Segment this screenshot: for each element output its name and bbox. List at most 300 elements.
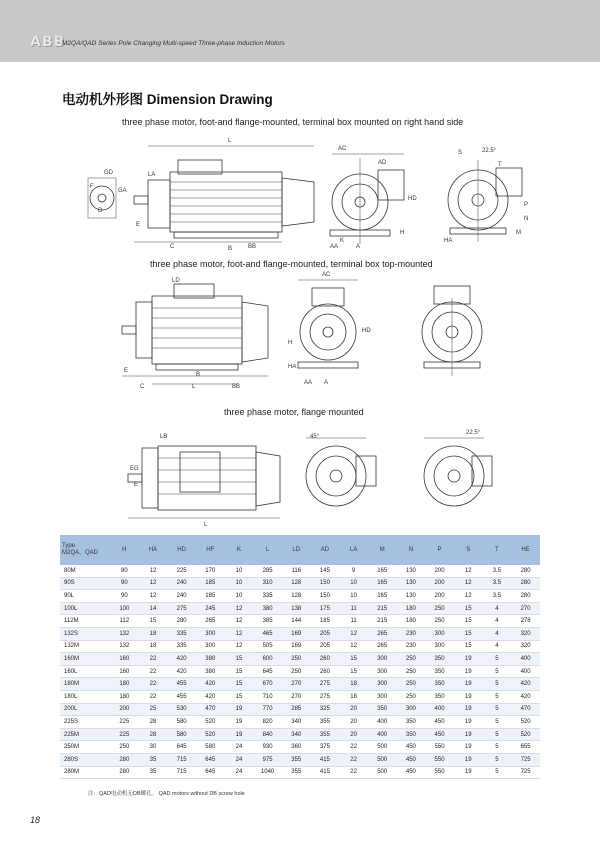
value-cell: 350 [397, 728, 426, 741]
value-cell: 400 [511, 665, 540, 678]
value-cell: 18 [339, 678, 368, 691]
value-cell: 130 [397, 590, 426, 603]
dimension-label: HA [288, 364, 297, 370]
dimension-label: LB [160, 434, 168, 440]
value-cell: 5 [483, 678, 512, 691]
header-bar [0, 0, 600, 62]
value-cell: 19 [454, 741, 483, 754]
value-cell: 15 [225, 653, 254, 666]
value-cell: 165 [368, 565, 397, 577]
abb-logo: ABB [30, 34, 66, 50]
value-cell: 300 [425, 640, 454, 653]
value-cell: 19 [454, 716, 483, 729]
value-cell: 450 [397, 753, 426, 766]
value-cell: 520 [196, 716, 225, 729]
dimension-label: E [136, 222, 141, 228]
value-cell: 165 [368, 577, 397, 590]
value-cell: 205 [311, 640, 340, 653]
value-cell: 28 [139, 728, 168, 741]
value-cell: 150 [311, 590, 340, 603]
value-cell: 240 [167, 590, 196, 603]
dimension-label: P [524, 202, 529, 208]
value-cell: 645 [167, 741, 196, 754]
type-cell: 112M [60, 615, 110, 628]
value-cell: 250 [282, 653, 311, 666]
value-cell: 20 [339, 728, 368, 741]
value-cell: 280 [167, 615, 196, 628]
value-cell: 278 [511, 615, 540, 628]
value-cell: 320 [511, 640, 540, 653]
value-cell: 455 [167, 690, 196, 703]
dimension-label: BB [232, 384, 241, 390]
dimension-label: AC [322, 272, 331, 278]
value-cell: 400 [511, 653, 540, 666]
value-cell: 12 [454, 565, 483, 577]
value-cell: 19 [454, 703, 483, 716]
value-cell: 19 [454, 665, 483, 678]
value-cell: 10 [225, 565, 254, 577]
value-cell: 3.5 [483, 565, 512, 577]
value-cell: 9 [339, 565, 368, 577]
dimension-label: HD [362, 328, 371, 334]
value-cell: 340 [282, 716, 311, 729]
value-cell: 35 [139, 766, 168, 779]
value-cell: 275 [311, 690, 340, 703]
dimension-label: A [356, 244, 361, 250]
value-cell: 5 [483, 741, 512, 754]
value-cell: 19 [225, 703, 254, 716]
flange-view [424, 438, 492, 506]
dimension-label: N [524, 216, 529, 222]
value-cell: 300 [196, 627, 225, 640]
value-cell: 90 [110, 590, 139, 603]
value-cell: 300 [368, 678, 397, 691]
value-cell: 450 [397, 766, 426, 779]
table-row [60, 627, 540, 640]
side-elevation [128, 446, 280, 518]
value-cell: 12 [225, 640, 254, 653]
value-cell: 12 [225, 602, 254, 615]
column-header: S [454, 535, 483, 565]
value-cell: 15 [454, 627, 483, 640]
value-cell: 355 [282, 766, 311, 779]
value-cell: 138 [282, 602, 311, 615]
caption-foot-flange-top: three phase motor, foot-and flange-mounted, terminal box top-mounted [150, 259, 433, 269]
value-cell: 250 [282, 665, 311, 678]
footnote: 注：QAD电动机无DB螺孔。 QAD motors without DB screw hole [88, 791, 245, 797]
value-cell: 185 [311, 615, 340, 628]
dimension-label: H [400, 230, 405, 236]
value-cell: 1040 [253, 766, 282, 779]
value-cell: 380 [196, 653, 225, 666]
value-cell: 280 [511, 590, 540, 603]
table-row [60, 690, 540, 703]
value-cell: 655 [511, 741, 540, 754]
dimension-table [60, 535, 540, 779]
value-cell: 116 [282, 565, 311, 577]
value-cell: 420 [511, 690, 540, 703]
type-header-top: Type [62, 543, 76, 549]
value-cell: 250 [425, 602, 454, 615]
value-cell: 28 [139, 716, 168, 729]
value-cell: 275 [167, 602, 196, 615]
value-cell: 15 [454, 640, 483, 653]
value-cell: 19 [454, 678, 483, 691]
value-cell: 169 [282, 640, 311, 653]
value-cell: 18 [139, 640, 168, 653]
column-header: HA [139, 535, 168, 565]
value-cell: 22 [339, 753, 368, 766]
value-cell: 725 [511, 753, 540, 766]
value-cell: 530 [167, 703, 196, 716]
table-row [60, 716, 540, 729]
type-cell: 280S [60, 753, 110, 766]
value-cell: 250 [397, 678, 426, 691]
type-cell: 225S [60, 716, 110, 729]
value-cell: 22 [339, 766, 368, 779]
side-elevation [122, 284, 268, 384]
dimension-label: GD [104, 170, 113, 176]
table-row [60, 728, 540, 741]
value-cell: 12 [339, 640, 368, 653]
type-header [60, 535, 110, 565]
drawing-foot-flange-top [112, 272, 502, 390]
value-cell: 420 [196, 690, 225, 703]
value-cell: 19 [454, 766, 483, 779]
header-subtitle: M2QA/QAD Series Pole Changing Multi-speed Three-phase Induction Motors [62, 40, 285, 47]
value-cell: 10 [225, 577, 254, 590]
value-cell: 335 [253, 590, 282, 603]
type-cell: 180M [60, 678, 110, 691]
value-cell: 420 [167, 653, 196, 666]
value-cell: 130 [397, 577, 426, 590]
value-cell: 10 [225, 590, 254, 603]
value-cell: 450 [425, 728, 454, 741]
value-cell: 180 [110, 678, 139, 691]
value-cell: 225 [110, 728, 139, 741]
value-cell: 450 [397, 741, 426, 754]
value-cell: 465 [253, 627, 282, 640]
value-cell: 200 [425, 577, 454, 590]
value-cell: 24 [225, 753, 254, 766]
value-cell: 180 [110, 690, 139, 703]
value-cell: 215 [368, 615, 397, 628]
value-cell: 30 [139, 741, 168, 754]
value-cell: 4 [483, 615, 512, 628]
value-cell: 160 [110, 653, 139, 666]
value-cell: 12 [225, 627, 254, 640]
value-cell: 450 [425, 716, 454, 729]
value-cell: 15 [225, 678, 254, 691]
value-cell: 340 [282, 728, 311, 741]
value-cell: 240 [167, 577, 196, 590]
value-cell: 420 [196, 678, 225, 691]
column-header: T [483, 535, 512, 565]
value-cell: 300 [368, 665, 397, 678]
value-cell: 265 [368, 640, 397, 653]
dimension-label: GA [118, 188, 127, 194]
value-cell: 145 [311, 565, 340, 577]
value-cell: 820 [253, 716, 282, 729]
value-cell: 15 [225, 690, 254, 703]
value-cell: 5 [483, 753, 512, 766]
value-cell: 385 [253, 615, 282, 628]
value-cell: 230 [397, 640, 426, 653]
value-cell: 550 [425, 753, 454, 766]
table-row [60, 565, 540, 577]
value-cell: 520 [511, 728, 540, 741]
type-cell: 280M [60, 766, 110, 779]
value-cell: 285 [253, 565, 282, 577]
value-cell: 25 [139, 703, 168, 716]
dimension-label: S [458, 150, 463, 156]
type-cell: 200L [60, 703, 110, 716]
type-cell: 160M [60, 653, 110, 666]
value-cell: 22 [139, 690, 168, 703]
value-cell: 670 [253, 678, 282, 691]
value-cell: 3.5 [483, 590, 512, 603]
value-cell: 10 [339, 577, 368, 590]
value-cell: 200 [425, 590, 454, 603]
value-cell: 5 [483, 728, 512, 741]
value-cell: 505 [253, 640, 282, 653]
value-cell: 400 [368, 716, 397, 729]
dimension-label: B [196, 372, 201, 378]
value-cell: 645 [196, 766, 225, 779]
value-cell: 300 [368, 690, 397, 703]
value-cell: 355 [311, 716, 340, 729]
value-cell: 10 [339, 590, 368, 603]
value-cell: 15 [225, 665, 254, 678]
value-cell: 169 [282, 627, 311, 640]
value-cell: 24 [225, 766, 254, 779]
dimension-label: C [170, 244, 175, 250]
value-cell: 5 [483, 716, 512, 729]
value-cell: 12 [339, 627, 368, 640]
value-cell: 335 [167, 627, 196, 640]
dimension-label: K [340, 238, 345, 244]
value-cell: 260 [311, 665, 340, 678]
dimension-label: C [140, 384, 145, 390]
column-header: L [253, 535, 282, 565]
value-cell: 11 [339, 602, 368, 615]
value-cell: 12 [139, 577, 168, 590]
value-cell: 275 [311, 678, 340, 691]
dimension-label: A [324, 380, 329, 386]
dimension-label: LA [148, 172, 156, 178]
value-cell: 20 [339, 716, 368, 729]
value-cell: 18 [339, 690, 368, 703]
value-cell: 380 [196, 665, 225, 678]
value-cell: 100 [110, 602, 139, 615]
value-cell: 550 [425, 766, 454, 779]
value-cell: 500 [368, 741, 397, 754]
value-cell: 420 [167, 665, 196, 678]
side-elevation [134, 146, 314, 242]
value-cell: 250 [397, 690, 426, 703]
value-cell: 420 [511, 678, 540, 691]
value-cell: 350 [425, 678, 454, 691]
value-cell: 5 [483, 665, 512, 678]
value-cell: 19 [454, 690, 483, 703]
value-cell: 350 [425, 690, 454, 703]
value-cell: 300 [368, 653, 397, 666]
table-row [60, 615, 540, 628]
value-cell: 310 [253, 577, 282, 590]
value-cell: 500 [368, 753, 397, 766]
value-cell: 300 [425, 627, 454, 640]
value-cell: 24 [225, 741, 254, 754]
page-number: 18 [30, 815, 41, 825]
dimension-label: M [516, 230, 521, 236]
type-cell: 250M [60, 741, 110, 754]
dimension-label: L [204, 522, 208, 528]
value-cell: 22 [139, 678, 168, 691]
caption-flange: three phase motor, flange mounted [224, 407, 364, 417]
value-cell: 5 [483, 766, 512, 779]
table-row [60, 665, 540, 678]
table-row [60, 653, 540, 666]
value-cell: 150 [311, 577, 340, 590]
value-cell: 12 [454, 590, 483, 603]
value-cell: 415 [311, 753, 340, 766]
value-cell: 715 [167, 766, 196, 779]
value-cell: 350 [368, 703, 397, 716]
table-row [60, 703, 540, 716]
value-cell: 725 [511, 766, 540, 779]
table-row [60, 766, 540, 779]
value-cell: 270 [511, 602, 540, 615]
value-cell: 180 [397, 602, 426, 615]
type-cell: 160L [60, 665, 110, 678]
value-cell: 12 [454, 577, 483, 590]
value-cell: 19 [454, 728, 483, 741]
value-cell: 12 [139, 565, 168, 577]
column-header: HF [196, 535, 225, 565]
value-cell: 230 [397, 627, 426, 640]
value-cell: 225 [167, 565, 196, 577]
value-cell: 35 [139, 753, 168, 766]
type-cell: 90S [60, 577, 110, 590]
value-cell: 260 [311, 653, 340, 666]
dimension-label: F [90, 184, 94, 190]
value-cell: 225 [110, 716, 139, 729]
value-cell: 320 [511, 627, 540, 640]
value-cell: 350 [425, 653, 454, 666]
value-cell: 12 [139, 590, 168, 603]
value-cell: 3.5 [483, 577, 512, 590]
value-cell: 22 [139, 653, 168, 666]
dimension-label: B [228, 246, 233, 252]
value-cell: 4 [483, 627, 512, 640]
value-cell: 250 [425, 615, 454, 628]
dimension-label: EG [130, 466, 139, 472]
column-header: HD [167, 535, 196, 565]
value-cell: 160 [110, 665, 139, 678]
value-cell: 350 [397, 716, 426, 729]
column-header: H [110, 535, 139, 565]
value-cell: 180 [397, 615, 426, 628]
value-cell: 4 [483, 602, 512, 615]
dimension-label: AA [304, 380, 313, 386]
value-cell: 455 [167, 678, 196, 691]
value-cell: 200 [425, 565, 454, 577]
front-elevation [306, 438, 376, 506]
value-cell: 710 [253, 690, 282, 703]
value-cell: 600 [253, 653, 282, 666]
front-elevation [330, 154, 404, 244]
dimension-label: H [288, 340, 293, 346]
value-cell: 715 [167, 753, 196, 766]
flange-view [448, 160, 522, 242]
value-cell: 128 [282, 577, 311, 590]
value-cell: 280 [110, 753, 139, 766]
value-cell: 350 [425, 665, 454, 678]
caption-foot-flange: three phase motor, foot-and flange-mounted, terminal box mounted on right hand side [122, 117, 464, 127]
type-header-bottom: M2QA、QAD [62, 550, 99, 556]
value-cell: 175 [311, 602, 340, 615]
value-cell: 185 [196, 577, 225, 590]
drawing-flange [120, 422, 510, 526]
value-cell: 15 [339, 665, 368, 678]
value-cell: 470 [511, 703, 540, 716]
value-cell: 280 [511, 577, 540, 590]
table-row [60, 577, 540, 590]
dimension-label: BB [248, 244, 257, 250]
value-cell: 14 [139, 602, 168, 615]
dimension-label: AA [330, 244, 339, 250]
value-cell: 375 [311, 741, 340, 754]
value-cell: 5 [483, 703, 512, 716]
value-cell: 11 [339, 615, 368, 628]
value-cell: 400 [368, 728, 397, 741]
value-cell: 15 [339, 653, 368, 666]
value-cell: 18 [139, 627, 168, 640]
value-cell: 90 [110, 577, 139, 590]
value-cell: 270 [282, 678, 311, 691]
value-cell: 245 [196, 602, 225, 615]
type-cell: 225M [60, 728, 110, 741]
value-cell: 520 [511, 716, 540, 729]
table-body [60, 565, 540, 779]
column-header: N [397, 535, 426, 565]
type-cell: 132S [60, 627, 110, 640]
value-cell: 112 [110, 615, 139, 628]
value-cell: 280 [511, 565, 540, 577]
value-cell: 132 [110, 640, 139, 653]
value-cell: 170 [196, 565, 225, 577]
value-cell: 80 [110, 565, 139, 577]
value-cell: 250 [397, 665, 426, 678]
value-cell: 19 [454, 653, 483, 666]
value-cell: 580 [167, 728, 196, 741]
value-cell: 355 [311, 728, 340, 741]
table-row [60, 678, 540, 691]
type-cell: 180L [60, 690, 110, 703]
value-cell: 200 [110, 703, 139, 716]
value-cell: 165 [368, 590, 397, 603]
value-cell: 4 [483, 640, 512, 653]
column-header: HE [511, 535, 540, 565]
value-cell: 280 [110, 766, 139, 779]
value-cell: 5 [483, 653, 512, 666]
value-cell: 265 [368, 627, 397, 640]
value-cell: 550 [425, 741, 454, 754]
value-cell: 19 [225, 716, 254, 729]
value-cell: 380 [253, 602, 282, 615]
value-cell: 770 [253, 703, 282, 716]
front-elevation [298, 280, 358, 368]
